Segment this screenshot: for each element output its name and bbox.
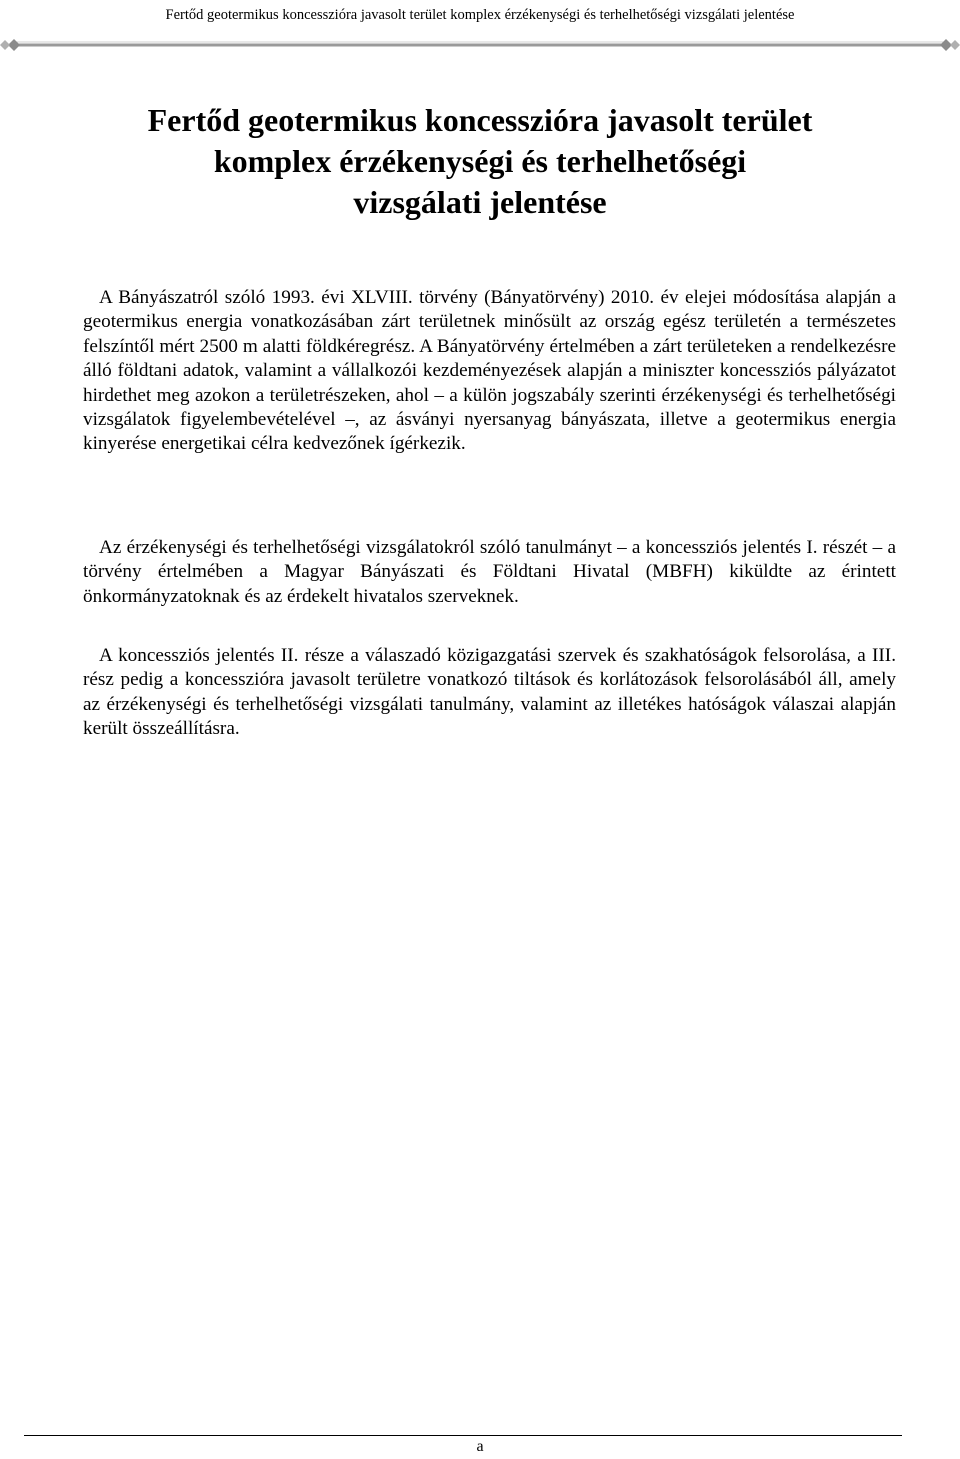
- header-rule-ornament: [0, 33, 960, 57]
- document-title-line: Fertőd geotermikus koncesszióra javasolt terület: [147, 102, 813, 138]
- paragraph-text: A koncessziós jelentés II. része a válaszadó közigazgatási szervek és szakhatóságok felsorolása, a III. rész pedig a koncesszióra javasolt területre vonatkozó tiltások és korlátozások felsorolásából áll, amely az érzékenységi és terhelhetőségi vizsgálati tanulmány, valamint az illetékes hatóságok válaszai alapján került összeállításra.: [83, 645, 896, 740]
- footer-rule: [24, 1435, 902, 1436]
- document-title: [60, 100, 900, 223]
- document-title-line: komplex érzékenységi és terhelhetőségi: [213, 143, 747, 179]
- body-paragraph-2: [83, 536, 896, 609]
- document-title-line: vizsgálati jelentése: [353, 184, 607, 220]
- running-header: Fertőd geotermikus koncesszióra javasolt terület komplex érzékenységi és terhelhetőségi vizsgálati jelentése: [165, 7, 795, 23]
- paragraph-text: A Bányászatról szóló 1993. évi XLVIII. törvény (Bányatörvény) 2010. év elejei módosítása alapján a geotermikus energia vonatkozásában zárt területnek minősült az ország egész területén a természetes felszíntől mért 2500 m alatti földkéregrész. A Bányatörvény értelmében a zárt területeken a rendelkezésre álló földtani adatok, valamint a vállalkozói kezdeményezések alapján a miniszter koncessziós pályázatot hirdethet meg azokon a területrészeken, ahol – a külön jogszabály szerinti érzékenységi és terhelhetőségi vizsgálatok figyelembevételével –, az ásványi nyersanyag bányászata, illetve a geotermikus energia kinyerése energetikai célra kedvezőnek ígérkezik.: [83, 287, 896, 455]
- paragraph-text: Az érzékenységi és terhelhetőségi vizsgálatokról szóló tanulmányt – a koncessziós jelentés I. részét – a törvény értelmében a Magyar Bányászati és Földtani Hivatal (MBFH) kiküldte az érintett önkormányzatoknak és az érdekelt hivatalos szerveknek.: [83, 537, 896, 607]
- page-number: a: [476, 1438, 484, 1455]
- body-paragraph-3: [83, 644, 896, 742]
- body-paragraph-1: [83, 286, 896, 457]
